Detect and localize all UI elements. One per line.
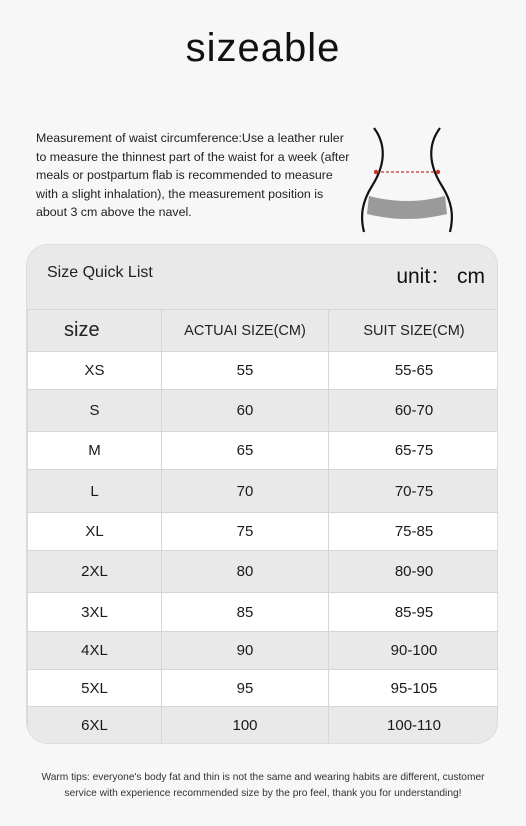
table-row — [28, 632, 499, 670]
suit-size-cell: 55-65 — [329, 352, 499, 390]
suit-size-cell: 65-75 — [329, 432, 499, 470]
size-table-header — [27, 245, 497, 309]
suit-size-cell: 60-70 — [329, 390, 499, 432]
size-cell: M — [28, 432, 162, 470]
actual-size-cell: 75 — [162, 513, 329, 551]
table-row — [28, 593, 499, 632]
measurement-instructions: Measurement of waist circumference:Use a leather ruler to measure the thinnest part of the waist for a week (after meals or postpartum flab is recommended to measure with a slight inhalation), the measurement position is about 3 cm above the navel. — [36, 131, 350, 219]
suit-size-cell: 95-105 — [329, 670, 499, 707]
warm-tips-line-2: service with experience recommended size by the pro feel, thank you for understanding! — [64, 788, 462, 799]
size-cell: 4XL — [28, 632, 162, 670]
table-header-row — [28, 310, 499, 352]
column-header-size: size — [28, 310, 162, 352]
size-table — [27, 309, 498, 744]
suit-size-cell: 100-110 — [329, 707, 499, 745]
table-row — [28, 470, 499, 513]
suit-size-cell: 75-85 — [329, 513, 499, 551]
actual-size-cell: 80 — [162, 551, 329, 593]
column-header-suit-size: SUIT SIZE(CM) — [329, 310, 499, 352]
actual-size-cell: 60 — [162, 390, 329, 432]
size-quick-list-label: Size Quick List — [47, 264, 153, 281]
size-cell: 6XL — [28, 707, 162, 745]
suit-size-cell: 70-75 — [329, 470, 499, 513]
table-row — [28, 390, 499, 432]
table-row — [28, 551, 499, 593]
actual-size-cell: 55 — [162, 352, 329, 390]
column-header-actual-size: ACTUAI SIZE(CM) — [162, 310, 329, 352]
actual-size-cell: 65 — [162, 432, 329, 470]
table-row — [28, 513, 499, 551]
size-cell: XL — [28, 513, 162, 551]
suit-size-cell: 90-100 — [329, 632, 499, 670]
table-row — [28, 707, 499, 745]
size-cell: 3XL — [28, 593, 162, 632]
warm-tips-line-1: Warm tips: everyone's body fat and thin is not the same and wearing habits are different, customer — [41, 772, 485, 783]
suit-size-cell: 85-95 — [329, 593, 499, 632]
size-cell: S — [28, 390, 162, 432]
table-row — [28, 670, 499, 707]
size-cell: 2XL — [28, 551, 162, 593]
size-table-card — [26, 244, 498, 744]
table-row — [28, 352, 499, 390]
actual-size-cell: 70 — [162, 470, 329, 513]
unit-label: unit： cm — [396, 265, 485, 288]
size-cell: 5XL — [28, 670, 162, 707]
size-cell: L — [28, 470, 162, 513]
actual-size-cell: 90 — [162, 632, 329, 670]
page-title: sizeable — [185, 26, 341, 70]
suit-size-cell: 80-90 — [329, 551, 499, 593]
size-cell: XS — [28, 352, 162, 390]
table-row — [28, 432, 499, 470]
actual-size-cell: 95 — [162, 670, 329, 707]
waist-figure-icon — [356, 124, 466, 236]
actual-size-cell: 85 — [162, 593, 329, 632]
actual-size-cell: 100 — [162, 707, 329, 745]
warm-tips — [0, 770, 526, 802]
